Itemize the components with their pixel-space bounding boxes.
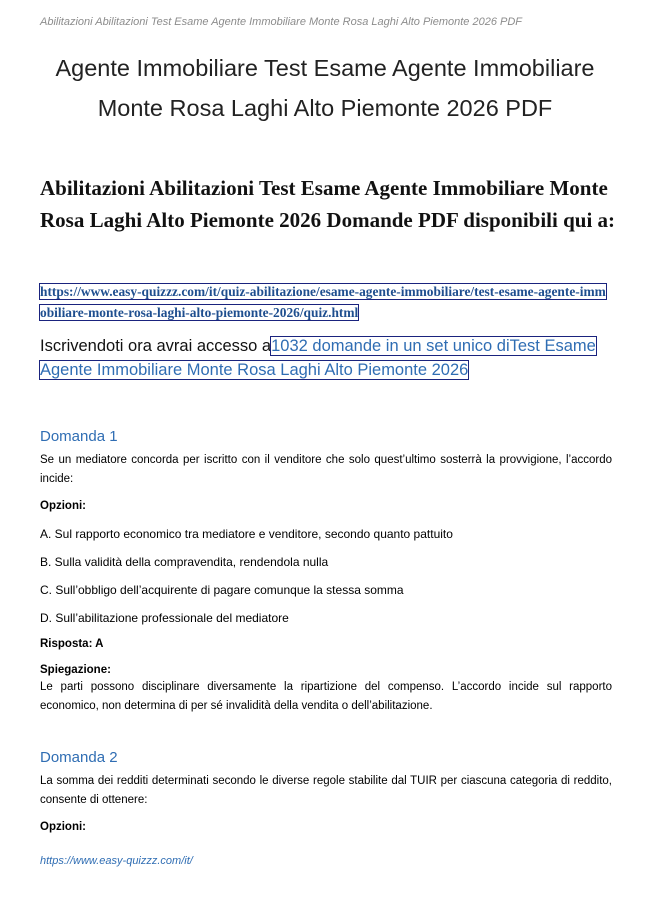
footer-url-link[interactable]: https://www.easy-quizzz.com/it/ — [40, 855, 193, 867]
document-title: Agente Immobiliare Test Esame Agente Immobiliare Monte Rosa Laghi Alto Piemonte 2026 PDF — [55, 55, 595, 121]
options-label: Opzioni: — [40, 821, 86, 833]
answer-label: Risposta: A — [40, 638, 104, 650]
question-block-2 — [40, 749, 612, 835]
question-heading: Domanda 2 — [40, 749, 118, 766]
document-subtitle: Abilitazioni Abilitazioni Test Esame Agente Immobiliare Monte Rosa Laghi Alto Piemonte 2026 Domande PDF disponibili qui a: — [40, 176, 616, 232]
quiz-url-link[interactable] — [40, 281, 612, 323]
question-block-1 — [40, 428, 612, 716]
options-label: Opzioni: — [40, 500, 86, 512]
access-paragraph — [40, 334, 615, 382]
access-link[interactable]: 1032 domande in un set unico diTest Esame Agente Immobiliare Monte Rosa Laghi Alto Piemonte 2026 — [40, 337, 596, 379]
question-text: Se un mediatore concorda per iscritto con il venditore che solo quest’ultimo sosterrà la provvigione, l’accordo incide: — [40, 454, 612, 485]
question-text: La somma dei redditi determinati secondo le diverse regole stabilite dal TUIR per ciascuna categoria di reddito, consente di ottenere: — [40, 775, 612, 806]
access-prefix: Iscrivendoti ora avrai accesso a — [40, 337, 272, 355]
option-b: B. Sulla validità della compravendita, rendendola nulla — [40, 555, 329, 569]
running-header: Abilitazioni Abilitazioni Test Esame Agente Immobiliare Monte Rosa Laghi Alto Piemonte 2026 PDF — [40, 16, 523, 28]
question-heading: Domanda 1 — [40, 428, 118, 445]
quiz-url-text[interactable]: https://www.easy-quizzz.com/it/quiz-abilitazione/esame-agente-immobiliare/test-esame-agente-immobiliare-monte-rosa-laghi-alto-piemonte-2026/quiz.html — [40, 284, 606, 320]
option-d: D. Sull’abilitazione professionale del mediatore — [40, 611, 289, 625]
explanation-label: Spiegazione: — [40, 664, 111, 676]
option-a: A. Sul rapporto economico tra mediatore e venditore, secondo quanto pattuito — [40, 527, 453, 541]
explanation-text: Le parti possono disciplinare diversamente la ripartizione del compenso. L’accordo incide sul rapporto economico, non determina di per sé invalidità della vendita o dell’abilitazione. — [40, 681, 612, 712]
option-c: C. Sull’obbligo dell’acquirente di pagare comunque la stessa somma — [40, 583, 404, 597]
